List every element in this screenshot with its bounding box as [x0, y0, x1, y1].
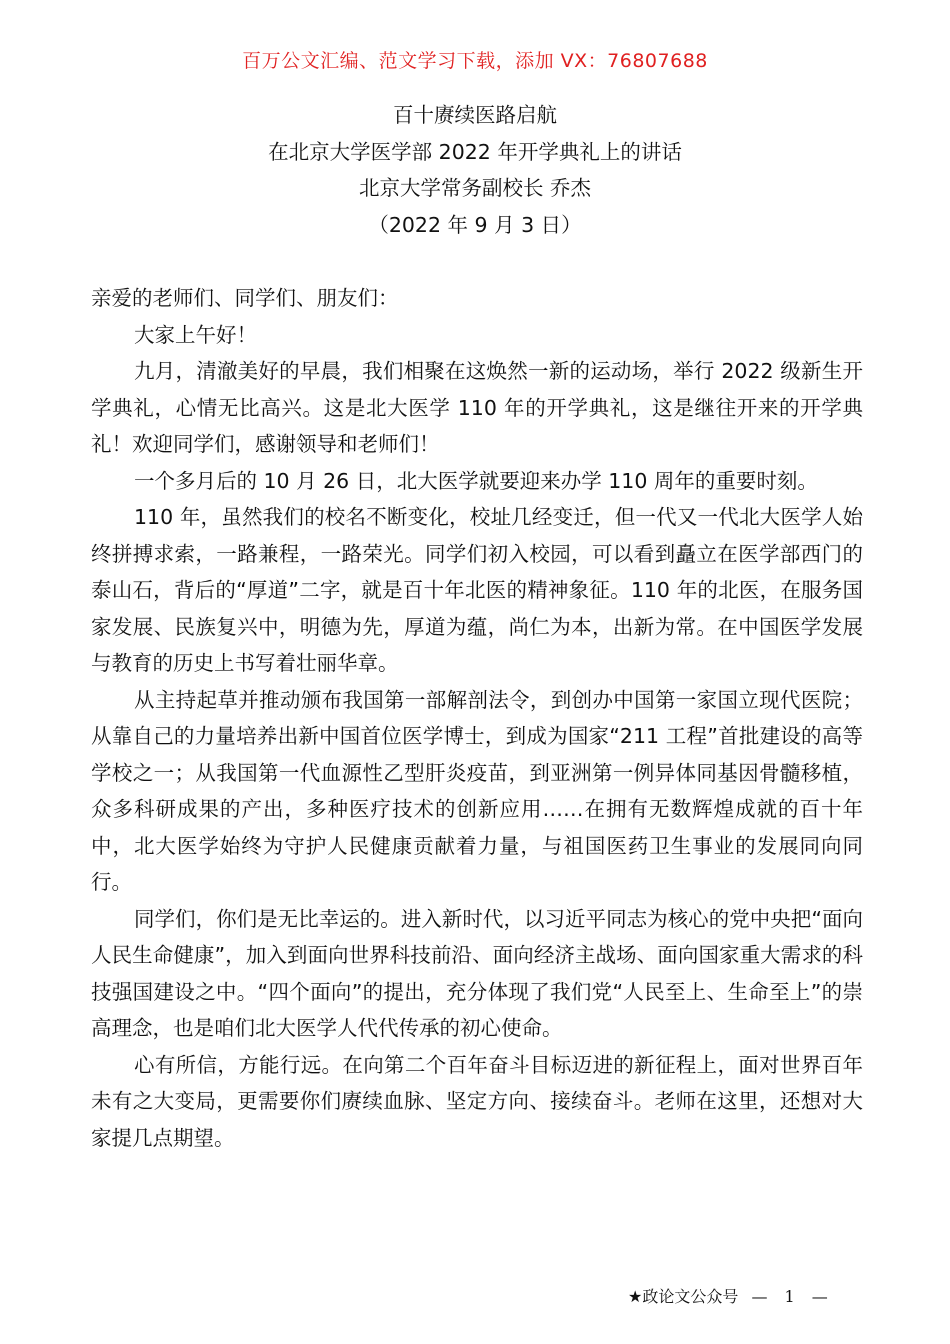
paragraph-7: 心有所信，方能行远。在向第二个百年奋斗目标迈进的新征程上，面对世界百年未有之大变局，更需要你们赓续血脉、坚定方向、接续奋斗。老师在这里，还想对大家提几点期望。: [91, 1052, 863, 1150]
document-subtitle: 在北京大学医学部 2022 年开学典礼上的讲话: [268, 139, 682, 164]
speech-date: （2022 年 9 月 3 日）: [368, 212, 582, 237]
page-number: — 1 —: [751, 1287, 834, 1306]
title-block: [0, 97, 950, 243]
speech-body: [91, 280, 863, 1156]
paragraph-6: 同学们，你们是无比幸运的。进入新时代，以习近平同志为核心的党中央把“面向人民生命健康”，加入到面向世界科技前沿、面向经济主战场、面向国家重大需求的科技强国建设之中。“四个面向”的提出，充分体现了我们党“人民至上、生命至上”的崇高理念，也是咱们北大医学人代代传承的初心使命。: [91, 906, 863, 1040]
paragraph-3: 一个多月后的 10 月 26 日，北大医学就要迎来办学 110 周年的重要时刻。: [134, 468, 818, 493]
page-footer: [628, 1284, 834, 1307]
salutation: 亲爱的老师们、同学们、朋友们：: [91, 286, 399, 310]
header-banner: 百万公文汇编、范文学习下载，添加 VX：76807688: [242, 50, 708, 72]
paragraph-4: 110 年，虽然我们的校名不断变化，校址几经变迁，但一代又一代北大医学人始终拼搏求索，一路兼程，一路荣光。同学们初入校园，可以看到矗立在医学部西门的泰山石，背后的“厚道”二字，就是百十年北医的精神象征。110 年的北医，在服务国家发展、民族复兴中，明德为先，厚道为蕴，尚仁为本，出新为常。在中国医学发展与教育的历史上书写着壮丽华章。: [91, 505, 863, 675]
paragraph-1: 大家上午好！: [134, 322, 257, 347]
footer-source: ★政论文公众号: [628, 1287, 739, 1306]
document-title: 百十赓续医路启航: [393, 103, 557, 127]
speaker-line: 北京大学常务副校长 乔杰: [358, 176, 592, 200]
paragraph-5: 从主持起草并推动颁布我国第一部解剖法令，到创办中国第一家国立现代医院；从靠自己的力量培养出新中国首位医学博士，到成为国家“211 工程”首批建设的高等学校之一；从我国第一代血源性乙型肝炎疫苗，到亚洲第一例异体同基因骨髓移植，众多科研成果的产出，多种医疗技术的创新应用……在拥有无数辉煌成就的百十年中，北大医学始终为守护人民健康贡献着力量，与祖国医药卫生事业的发展同向同行。: [91, 687, 863, 894]
paragraph-2: 九月，清澈美好的早晨，我们相聚在这焕然一新的运动场，举行 2022 级新生开学典礼，心情无比高兴。这是北大医学 110 年的开学典礼，这是继往开来的开学典礼！欢迎同学们，感谢领导和老师们！: [91, 359, 863, 456]
